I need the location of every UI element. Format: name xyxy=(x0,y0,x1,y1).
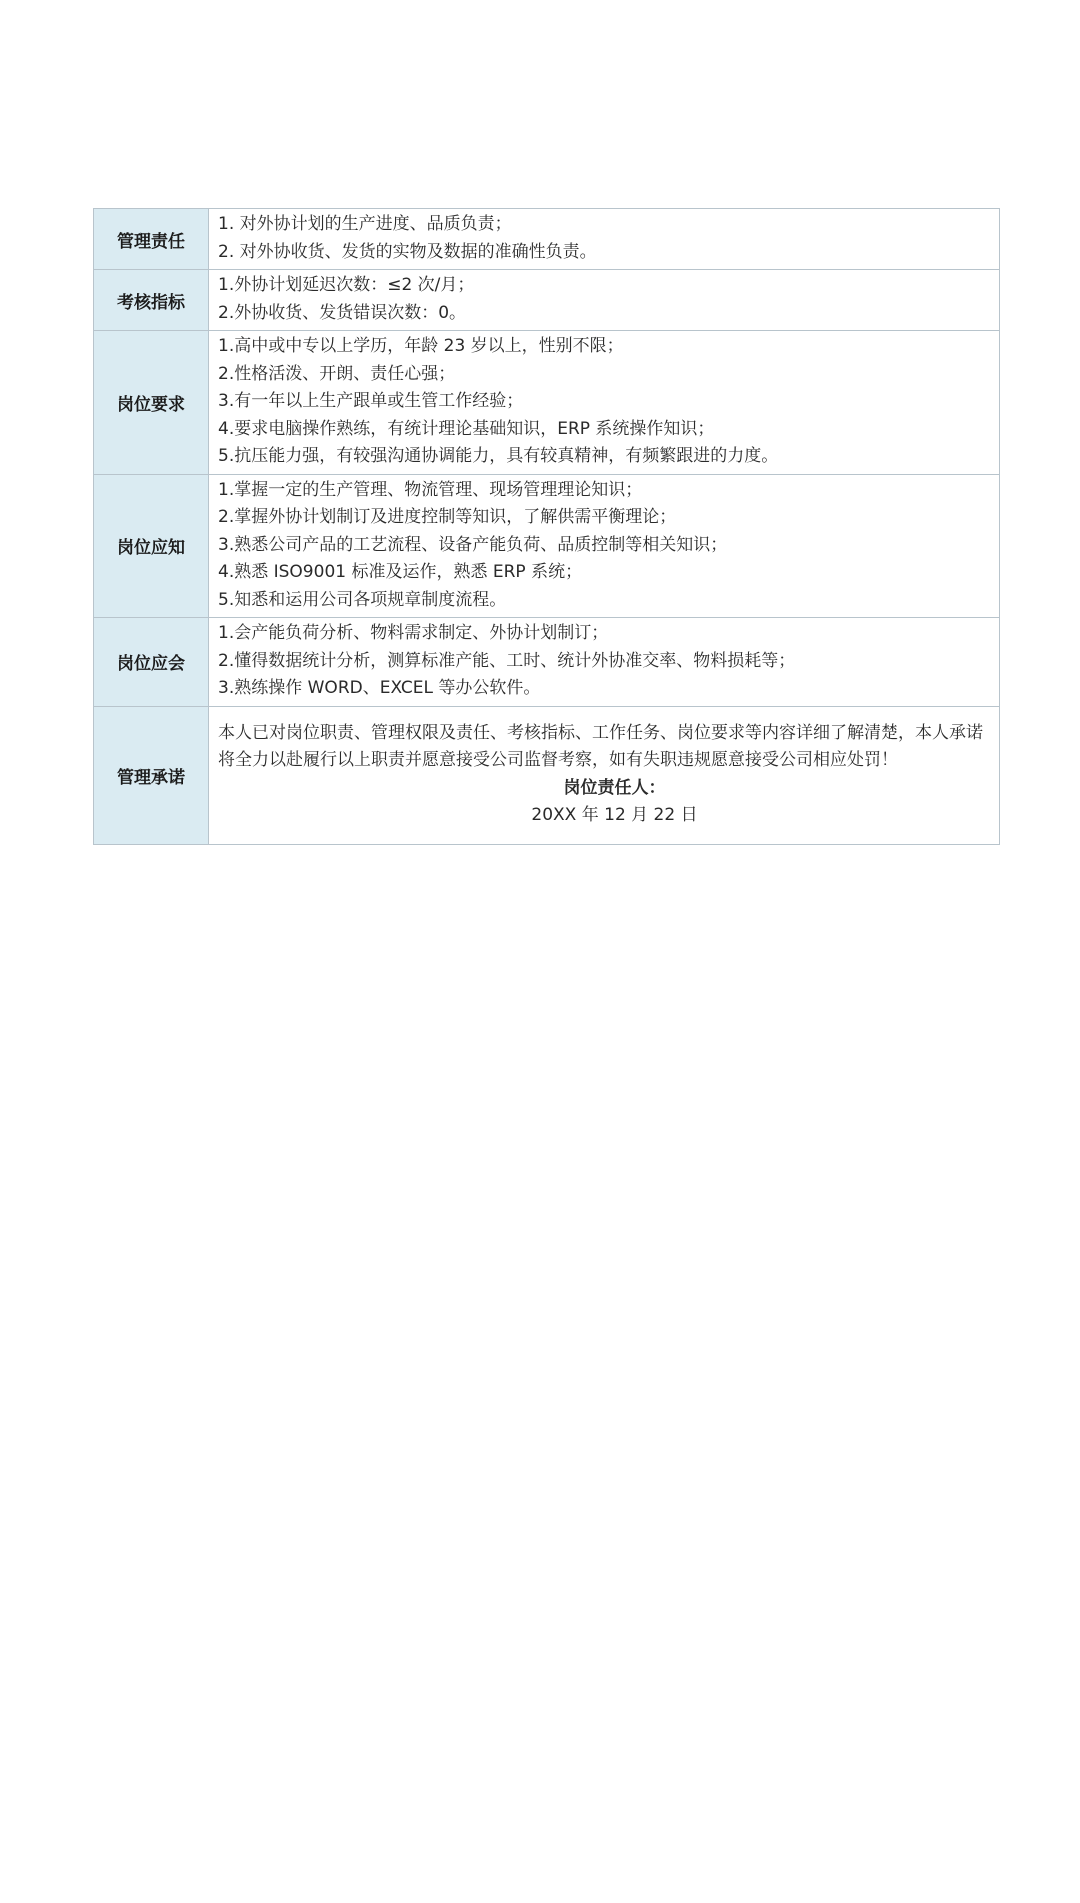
row-label-assessment-indicators: 考核指标 xyxy=(94,270,209,331)
content-line: 1. 对外协计划的生产进度、品质负责； xyxy=(218,214,512,234)
row-label-management-commitment: 管理承诺 xyxy=(94,706,209,844)
content-line: 2.外协收货、发货错误次数：0。 xyxy=(218,302,467,323)
content-line: 4.要求电脑操作熟练，有统计理论基础知识，ERP 系统操作知识； xyxy=(218,418,715,439)
content-line: 1.掌握一定的生产管理、物流管理、现场管理理论知识； xyxy=(218,479,643,500)
row-content xyxy=(209,331,1000,475)
row-content xyxy=(209,209,1000,270)
table-row xyxy=(94,209,1000,270)
content-line: 1.外协计划延迟次数：≤2 次/月； xyxy=(218,275,475,295)
commitment-text: 本人已对岗位职责、管理权限及责任、考核指标、工作任务、岗位要求等内容详细了解清楚，本人承诺将全力以赴履行以上职责并愿意接受公司监督考察，如有失职违规愿意接受公司相应处罚！ xyxy=(218,722,983,770)
content-line: 1.高中或中专以上学历，年龄 23 岁以上，性别不限； xyxy=(218,336,624,356)
content-line: 2.性格活泼、开朗、责任心强； xyxy=(218,363,456,384)
commitment-content xyxy=(209,706,1000,844)
row-content xyxy=(209,270,1000,331)
table-row xyxy=(94,331,1000,475)
content-line: 3.熟悉公司产品的工艺流程、设备产能负荷、品质控制等相关知识； xyxy=(218,534,728,555)
row-label-management-responsibility: 管理责任 xyxy=(94,209,209,270)
table-row xyxy=(94,706,1000,844)
table-row xyxy=(94,474,1000,618)
signer-label: 岗位责任人： xyxy=(563,777,666,798)
table-row xyxy=(94,270,1000,331)
table-row xyxy=(94,618,1000,707)
commitment-date: 20XX 年 12 月 22 日 xyxy=(531,805,698,825)
row-label-job-requirements: 岗位要求 xyxy=(94,331,209,475)
row-label-job-skills: 岗位应会 xyxy=(94,618,209,707)
content-line: 4.熟悉 ISO9001 标准及运作，熟悉 ERP 系统； xyxy=(218,562,583,582)
row-label-job-knowledge: 岗位应知 xyxy=(94,474,209,618)
row-content xyxy=(209,618,1000,707)
content-line: 3.有一年以上生产跟单或生管工作经验； xyxy=(218,391,524,411)
content-line: 3.熟练操作 WORD、EXCEL 等办公软件。 xyxy=(218,678,541,698)
content-line: 2.懂得数据统计分析，测算标准产能、工时、统计外协准交率、物料损耗等； xyxy=(218,650,796,671)
content-line: 2.掌握外协计划制订及进度控制等知识，了解供需平衡理论； xyxy=(218,507,677,527)
responsibility-table xyxy=(93,208,1000,845)
row-content xyxy=(209,474,1000,618)
content-line: 5.知悉和运用公司各项规章制度流程。 xyxy=(218,589,507,610)
content-line: 2. 对外协收货、发货的实物及数据的准确性负责。 xyxy=(218,241,597,262)
content-line: 5.抗压能力强，有较强沟通协调能力，具有较真精神，有频繁跟进的力度。 xyxy=(218,446,779,466)
content-line: 1.会产能负荷分析、物料需求制定、外协计划制订； xyxy=(218,623,609,643)
